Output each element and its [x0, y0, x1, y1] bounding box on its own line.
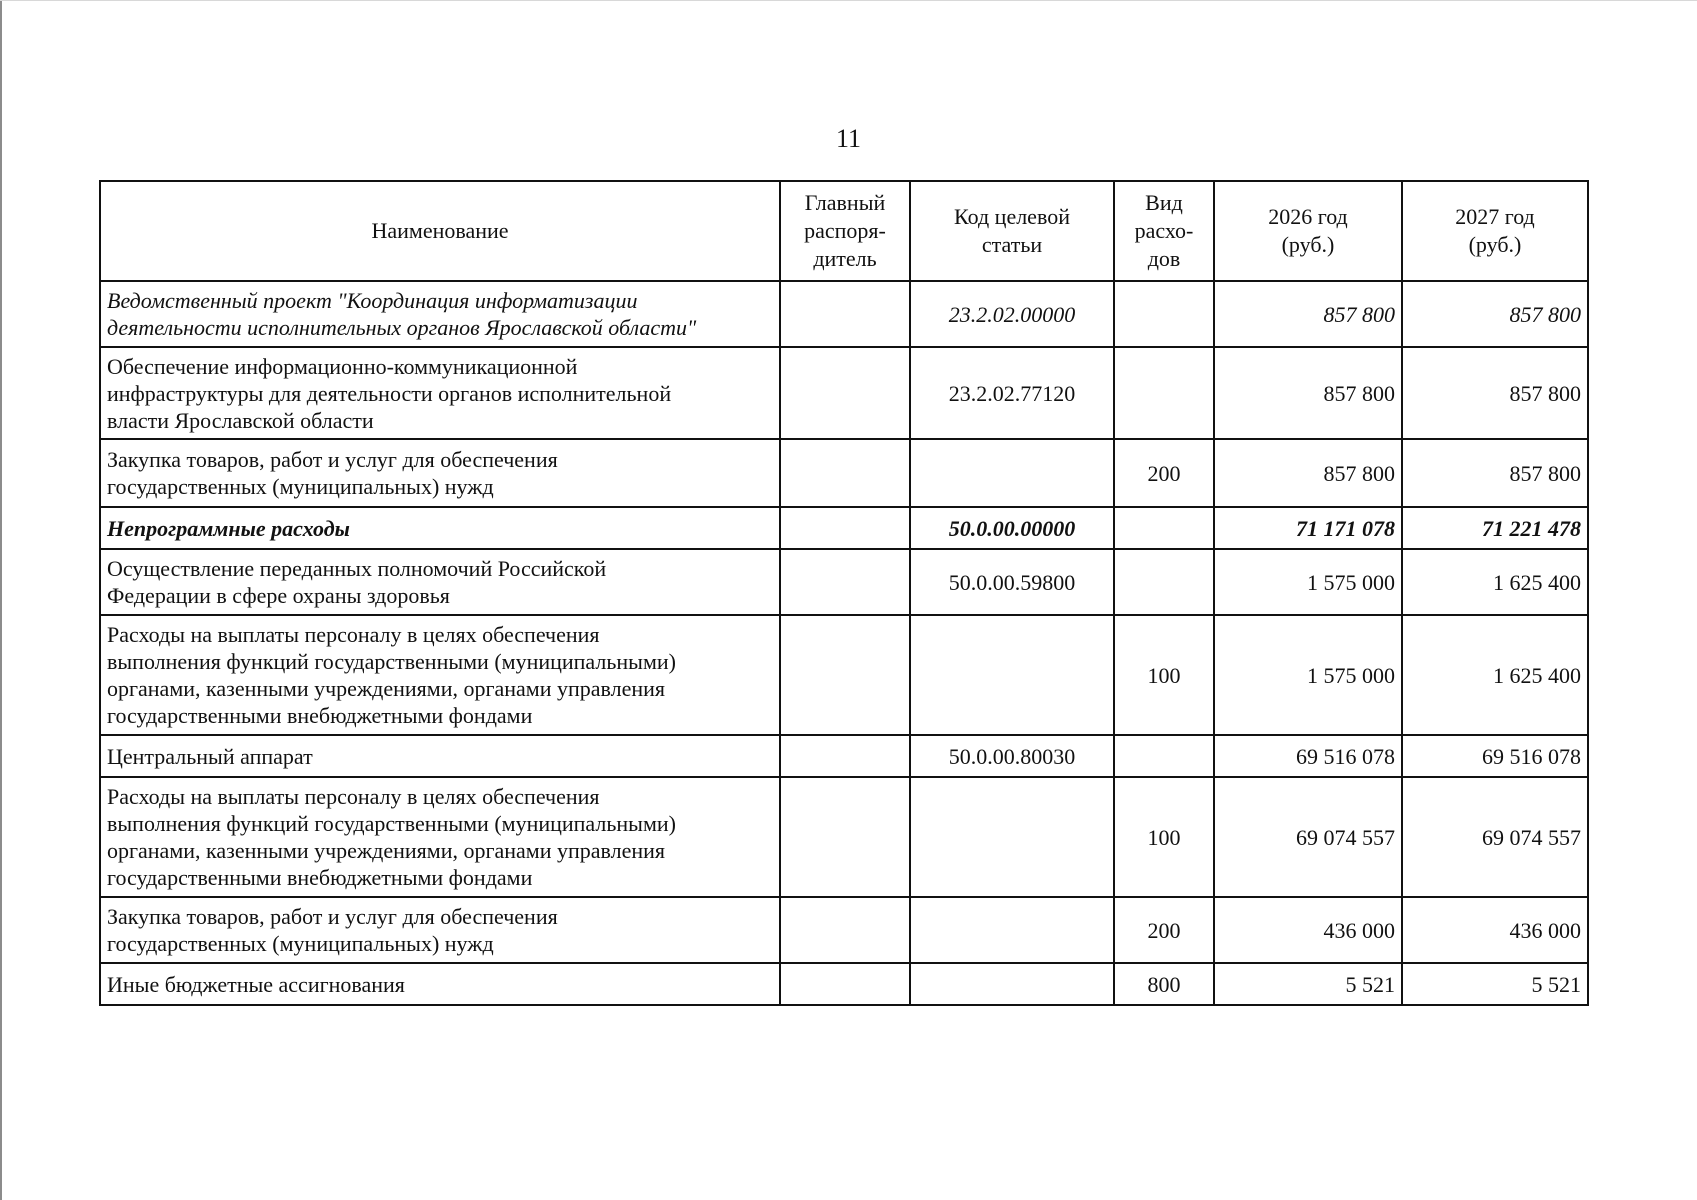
- cell-2026: 71 171 078: [1214, 507, 1402, 549]
- cell-2026: 1 575 000: [1214, 549, 1402, 615]
- table-header-row: [100, 181, 1588, 281]
- cell-expense-type: [1114, 347, 1214, 439]
- cell-manager: [780, 735, 910, 777]
- table-row: [100, 281, 1588, 347]
- cell-name: [100, 347, 780, 439]
- text-line: Ведомственный проект "Координация информатизации: [107, 288, 638, 313]
- header-name: [100, 181, 780, 281]
- text-line: дов: [1147, 246, 1181, 271]
- table-row: [100, 615, 1588, 735]
- cell-2026: 69 516 078: [1214, 735, 1402, 777]
- cell-code: [910, 963, 1114, 1005]
- cell-name: [100, 439, 780, 507]
- cell-name: [100, 507, 780, 549]
- text-line: Наименование: [371, 218, 509, 243]
- text-line: 2027 год: [1455, 204, 1535, 229]
- text-line: Осуществление переданных полномочий Российской: [107, 556, 607, 581]
- text-line: Обеспечение информационно-коммуникационной: [107, 353, 578, 379]
- cell-2027: 857 800: [1402, 281, 1588, 347]
- cell-code: 50.0.00.59800: [910, 549, 1114, 615]
- cell-name: [100, 549, 780, 615]
- cell-2027: 1 625 400: [1402, 615, 1588, 735]
- table-row: [100, 439, 1588, 507]
- text-line: (руб.): [1468, 232, 1522, 257]
- header-year-2026: [1214, 181, 1402, 281]
- text-line: государственными внебюджетными фондами: [107, 703, 533, 728]
- cell-name: [100, 281, 780, 347]
- cell-expense-type: 100: [1114, 777, 1214, 897]
- cell-manager: [780, 615, 910, 735]
- text-line: органами, казенными учреждениями, органами управления: [107, 676, 666, 701]
- cell-2026: 5 521: [1214, 963, 1402, 1005]
- text-line: Закупка товаров, работ и услуг для обеспечения: [107, 904, 558, 929]
- cell-code: 50.0.00.00000: [910, 507, 1114, 549]
- page-number: 11: [835, 124, 862, 153]
- text-line: 2026 год: [1268, 204, 1348, 229]
- cell-expense-type: [1114, 281, 1214, 347]
- cell-manager: [780, 507, 910, 549]
- cell-expense-type: 100: [1114, 615, 1214, 735]
- text-line: выполнения функций государственными (муниципальными): [107, 649, 676, 674]
- text-line: инфраструктуры для деятельности органов исполнительной: [107, 380, 672, 406]
- cell-2027: 69 516 078: [1402, 735, 1588, 777]
- cell-name: [100, 897, 780, 963]
- cell-name: [100, 735, 780, 777]
- cell-code: [910, 897, 1114, 963]
- cell-expense-type: [1114, 735, 1214, 777]
- text-line: (руб.): [1281, 232, 1335, 257]
- cell-manager: [780, 347, 910, 439]
- table-row: [100, 735, 1588, 777]
- cell-code: [910, 777, 1114, 897]
- text-line: Главный: [804, 190, 886, 215]
- text-line: расхо-: [1134, 218, 1194, 243]
- table-body: [100, 281, 1588, 1005]
- text-line: деятельности исполнительных органов Ярославской области": [107, 315, 697, 340]
- cell-2027: 71 221 478: [1402, 507, 1588, 549]
- cell-name: [100, 615, 780, 735]
- cell-2027: 857 800: [1402, 347, 1588, 439]
- cell-2027: 1 625 400: [1402, 549, 1588, 615]
- cell-expense-type: 200: [1114, 439, 1214, 507]
- header-expense-type: [1114, 181, 1214, 281]
- table-row: [100, 507, 1588, 549]
- cell-manager: [780, 777, 910, 897]
- cell-manager: [780, 439, 910, 507]
- cell-code: [910, 439, 1114, 507]
- cell-2026: 1 575 000: [1214, 615, 1402, 735]
- text-line: государственных (муниципальных) нужд: [107, 931, 494, 956]
- text-line: распоря-: [804, 218, 886, 243]
- budget-table: [99, 180, 1589, 1006]
- cell-expense-type: [1114, 507, 1214, 549]
- text-line: Федерации в сфере охраны здоровья: [107, 583, 450, 608]
- cell-2026: 69 074 557: [1214, 777, 1402, 897]
- cell-2026: 857 800: [1214, 281, 1402, 347]
- scan-edge-top: [0, 0, 1697, 1]
- text-line: Вид: [1145, 190, 1183, 215]
- text-line: статьи: [981, 232, 1043, 257]
- cell-2026: 436 000: [1214, 897, 1402, 963]
- cell-2027: 436 000: [1402, 897, 1588, 963]
- cell-manager: [780, 963, 910, 1005]
- cell-name: [100, 963, 780, 1005]
- scan-edge: [0, 0, 2, 1200]
- cell-2027: 69 074 557: [1402, 777, 1588, 897]
- text-line: Расходы на выплаты персоналу в целях обеспечения: [107, 622, 600, 647]
- table-row: [100, 963, 1588, 1005]
- text-line: государственными внебюджетными фондами: [107, 865, 533, 890]
- cell-code: 50.0.00.80030: [910, 735, 1114, 777]
- text-line: Непрограммные расходы: [107, 515, 350, 541]
- text-line: Код целевой: [954, 204, 1070, 229]
- cell-manager: [780, 897, 910, 963]
- cell-manager: [780, 281, 910, 347]
- text-line: выполнения функций государственными (муниципальными): [107, 811, 676, 836]
- text-line: государственных (муниципальных) нужд: [107, 474, 494, 499]
- table-row: [100, 347, 1588, 439]
- text-line: Центральный аппарат: [107, 743, 313, 769]
- text-line: Расходы на выплаты персоналу в целях обеспечения: [107, 784, 600, 809]
- text-line: Иные бюджетные ассигнования: [107, 971, 405, 997]
- cell-2026: 857 800: [1214, 439, 1402, 507]
- table-row: [100, 777, 1588, 897]
- text-line: власти Ярославской области: [107, 407, 374, 433]
- cell-2027: 5 521: [1402, 963, 1588, 1005]
- cell-code: 23.2.02.77120: [910, 347, 1114, 439]
- cell-expense-type: 800: [1114, 963, 1214, 1005]
- cell-code: 23.2.02.00000: [910, 281, 1114, 347]
- text-line: органами, казенными учреждениями, органами управления: [107, 838, 666, 863]
- header-year-2027: [1402, 181, 1588, 281]
- header-manager: [780, 181, 910, 281]
- cell-expense-type: 200: [1114, 897, 1214, 963]
- cell-manager: [780, 549, 910, 615]
- table-row: [100, 549, 1588, 615]
- cell-2027: 857 800: [1402, 439, 1588, 507]
- text-line: дитель: [813, 246, 877, 271]
- header-code: [910, 181, 1114, 281]
- cell-2026: 857 800: [1214, 347, 1402, 439]
- cell-name: [100, 777, 780, 897]
- cell-expense-type: [1114, 549, 1214, 615]
- table-row: [100, 897, 1588, 963]
- text-line: Закупка товаров, работ и услуг для обеспечения: [107, 447, 558, 472]
- cell-code: [910, 615, 1114, 735]
